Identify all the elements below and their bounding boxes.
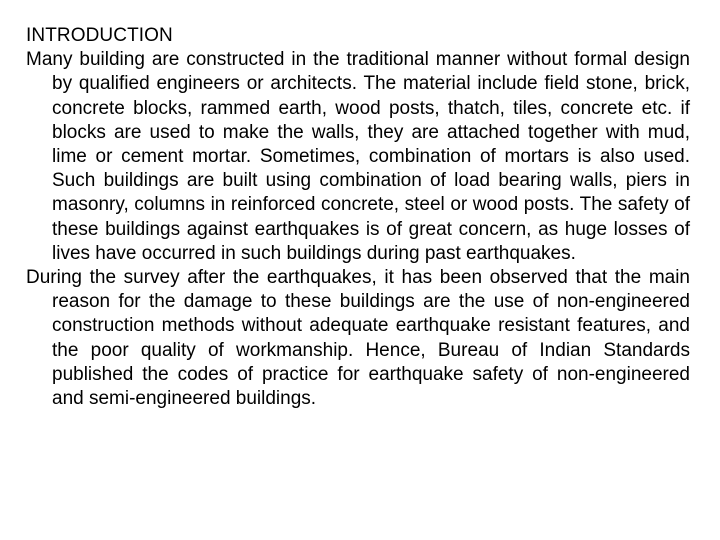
slide-body <box>26 24 690 411</box>
paragraph-non-engineered-construction: Many building are constructed in the traditional manner without formal design by qualified engineers or architects. The material include field stone, brick, concrete blocks, rammed earth, wood posts, thatch, tiles, concrete etc. if blocks are used to make the walls, they are attached together with mud, lime or cement mortar. Sometimes, combination of mortars is also used. Such buildings are built using combination of load bearing walls, piers in masonry, columns in reinforced concrete, steel or wood posts. The safety of these buildings against earthquakes is of great concern, as huge losses of lives have occurred in such buildings during past earthquakes. <box>26 49 690 264</box>
slide-heading: INTRODUCTION <box>26 25 173 46</box>
paragraph-survey-findings: During the survey after the earthquakes, it has been observed that the main reason for the damage to these buildings are the use of non-engineered construction methods without adequate earthquake resistant features, and the poor quality of workmanship. Hence, Bureau of Indian Standards published the codes of practice for earthquake safety of non-engineered and semi-engineered buildings. <box>26 267 690 410</box>
